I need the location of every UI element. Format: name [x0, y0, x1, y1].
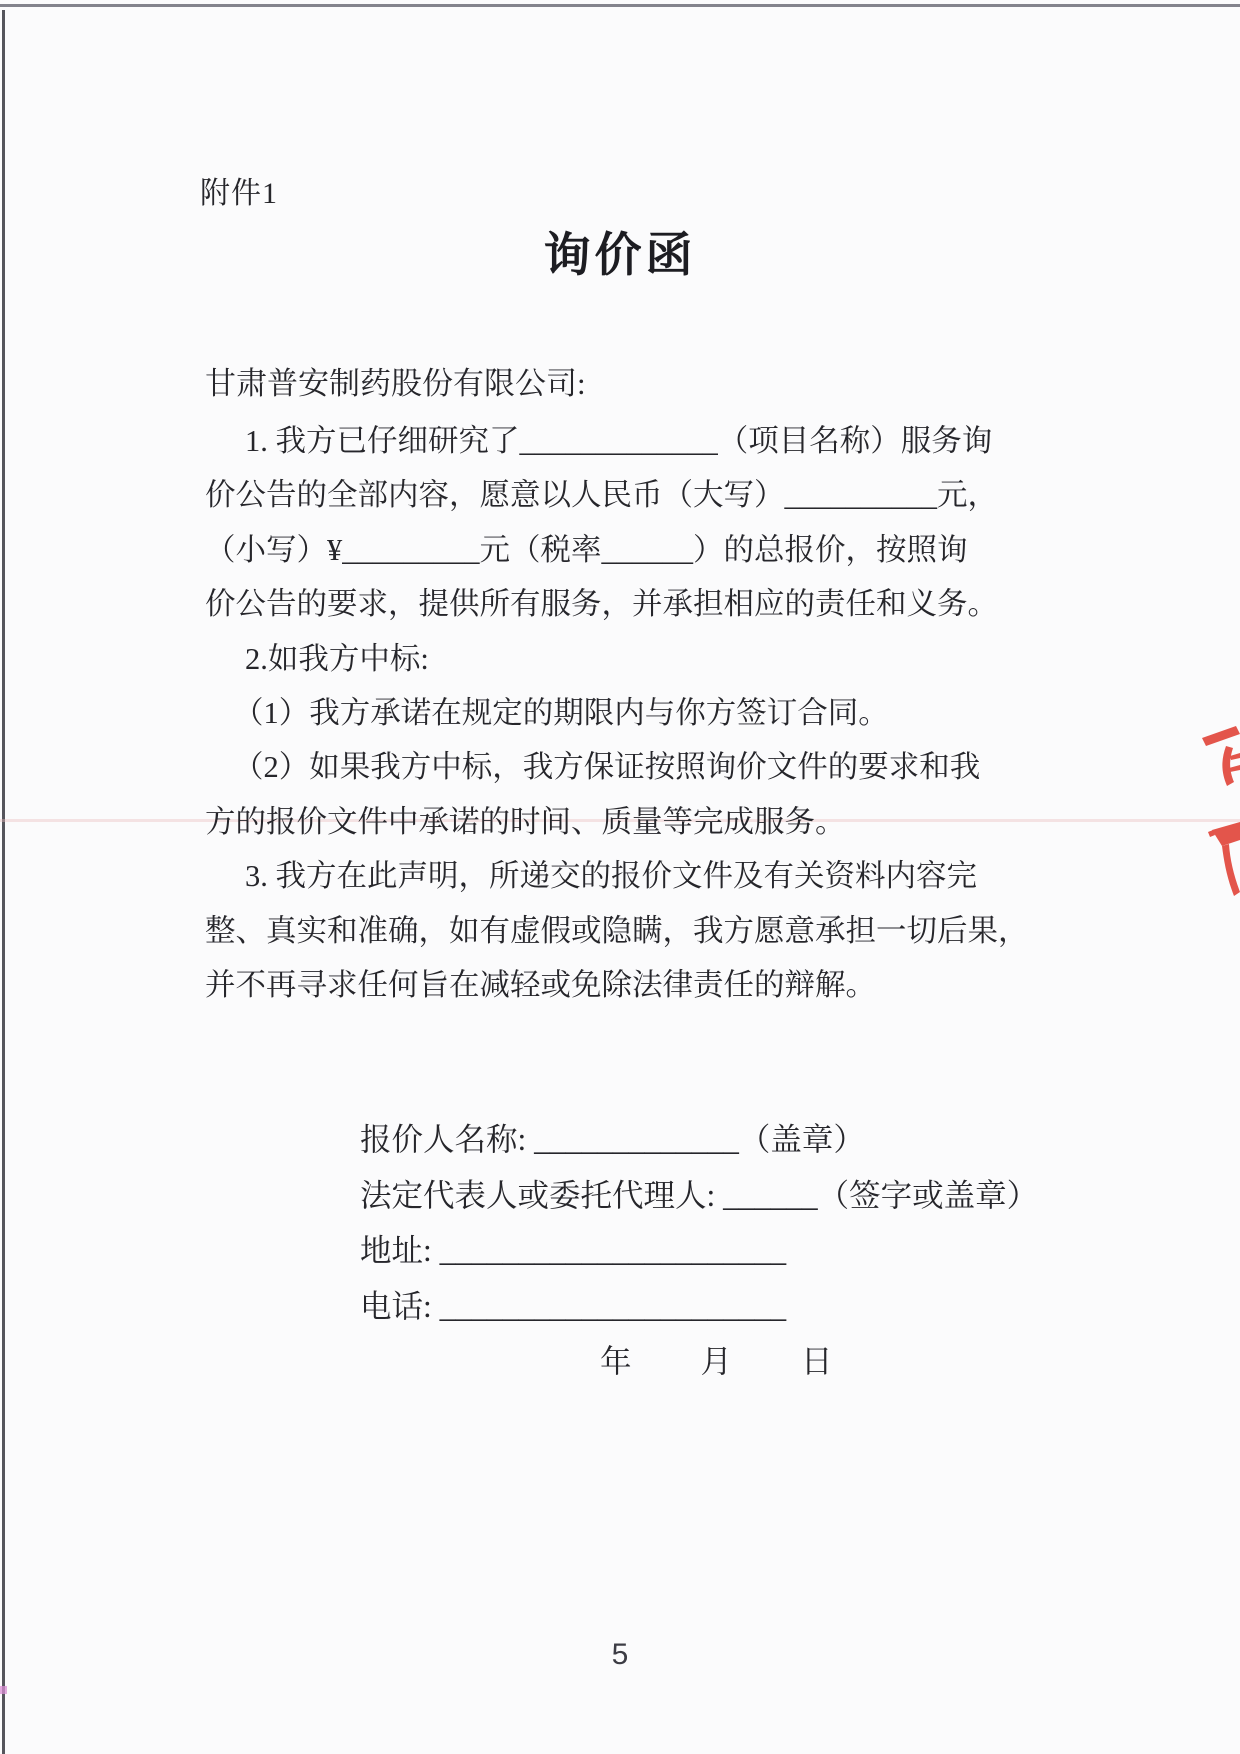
scan-edge-top-line — [0, 4, 1240, 7]
representative-line: 法定代表人或委托代理人: ______（签字或盖章） — [360, 1177, 1039, 1213]
paragraph-line: （1）我方承诺在规定的期限内与你方签订合同。 — [233, 695, 889, 730]
paragraph-line: （2）如果我方中标，我方保证按照询价文件的要求和我 — [233, 750, 981, 785]
paragraph-line: 方的报价文件中承诺的时间、质量等完成服务。 — [205, 804, 846, 839]
salutation-line: 甘肃普安制药股份有限公司: — [205, 366, 586, 401]
paragraph-line: 价公告的要求，提供所有服务，并承担相应的责任和义务。 — [205, 587, 998, 622]
paragraph-line: （小写）¥_________元（税率______）的总报价，按照询 — [205, 532, 968, 567]
document-title: 询价函 — [543, 230, 697, 282]
paragraph-line: 价公告的全部内容，愿意以人民币（大写）__________元， — [205, 478, 998, 513]
attachment-label: 附件1 — [200, 177, 278, 210]
paragraph-line: 1. 我方已仔细研究了_____________（项目名称）服务询 — [245, 424, 993, 458]
paragraph-line: 2.如我方中标: — [245, 641, 429, 676]
red-stamp-fragment-icon — [1196, 712, 1240, 924]
date-line: 年 月 日 — [600, 1344, 835, 1379]
paragraph-line: 整、真实和准确，如有虚假或隐瞒，我方愿意承担一切后果， — [205, 913, 1029, 948]
paragraph-line: 并不再寻求任何旨在减轻或免除法律责任的辩解。 — [205, 967, 876, 1002]
scan-artifact-pink-tick — [0, 1686, 7, 1694]
signature-block — [360, 1112, 1038, 1390]
bidder-name-line: 报价人名称: _____________（盖章） — [360, 1122, 865, 1157]
paragraph-line: 3. 我方在此声明，所递交的报价文件及有关资料内容完 — [245, 859, 977, 894]
phone-line: 电话: ______________________ — [360, 1288, 787, 1324]
page-number: 5 — [611, 1638, 629, 1671]
body-paragraphs — [205, 414, 1029, 1012]
address-line: 地址: ______________________ — [360, 1233, 787, 1268]
